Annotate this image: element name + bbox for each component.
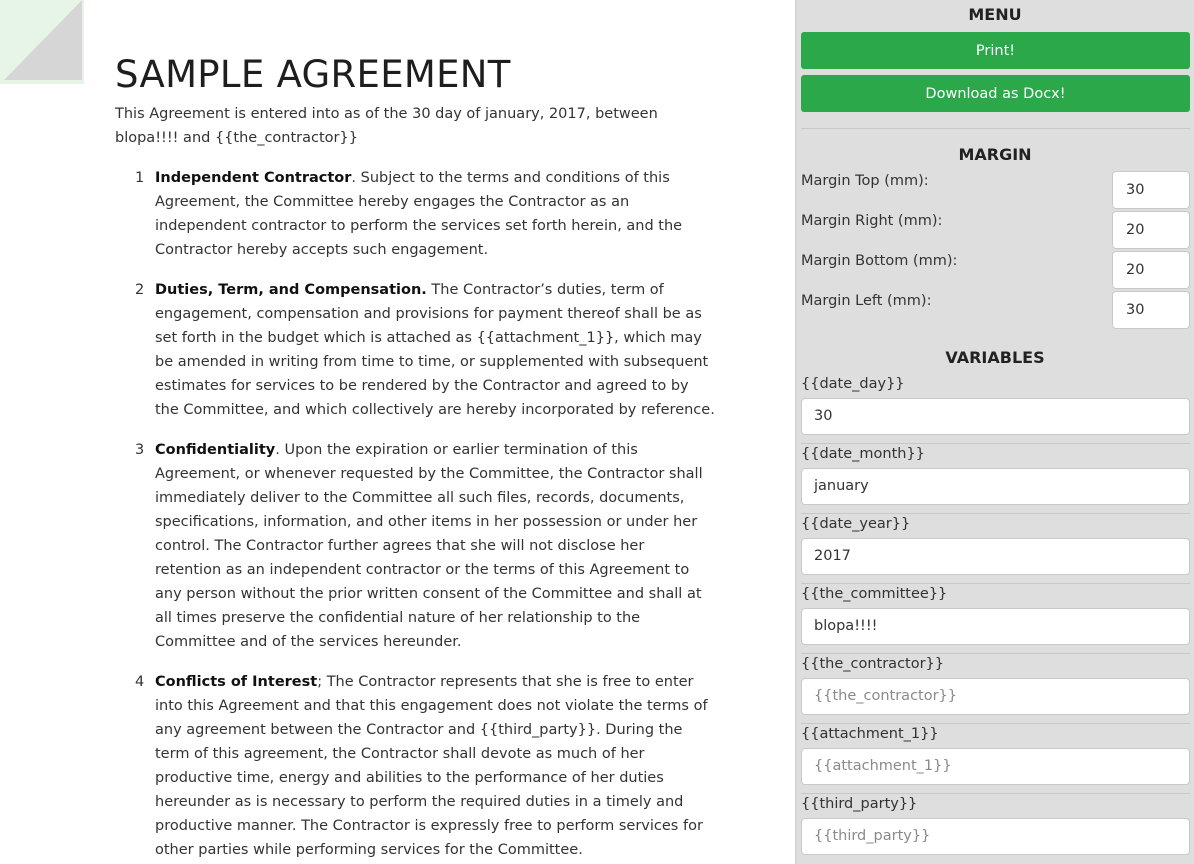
variable-label-third-party: {{third_party}} [801,796,918,812]
variable-input-date-year[interactable]: 2017 [801,538,1190,575]
clause-number: 1 [135,170,145,186]
variable-input-date-month[interactable]: january [801,468,1190,505]
clause-item [115,166,715,262]
variable-input-the-contractor[interactable]: {{the_contractor}} [801,678,1190,715]
clause-separator: . [275,442,280,458]
margin-left-label: Margin Left (mm): [801,293,932,309]
clause-item [115,670,715,862]
variable-input-attachment-1[interactable]: {{attachment_1}} [801,748,1190,785]
variable-input-date-day[interactable]: 30 [801,398,1190,435]
clause-number: 3 [135,442,145,458]
agreement-document [115,52,715,864]
clause-text: Subject to the terms and conditions of this Agreement, the Committee hereby engages the Contractor as an independent contractor to perform the services set forth herein, and the Contractor hereby accepts such engagement. [155,170,683,258]
clause-text: The Contractor represents that she is free to enter into this Agreement and that this engagement does not violate the terms of any agreement between the Contractor and {{third_party}}. During the term of this agreement, the Contractor shall devote as much of her productive time, energy and abilities to the performance of her duties hereunder as is necessary to perform the required duties in a timely and productive manner. The Contractor is expressly free to perform services for other parties while performing services for the Committee. [155,674,708,858]
clause-heading: Independent Contractor [155,170,352,186]
margin-heading: MARGIN [958,145,1032,164]
variable-label-date-month: {{date_month}} [801,446,925,462]
clause-heading: Conflicts of Interest [155,674,318,690]
divider [801,128,1190,129]
divider [801,513,1190,514]
margin-bottom-row [801,251,1190,289]
clause-item [115,278,715,422]
margin-top-label: Margin Top (mm): [801,173,929,189]
print-button[interactable]: Print! [801,32,1190,69]
variable-input-the-committee[interactable]: blopa!!!! [801,608,1190,645]
divider [801,653,1190,654]
clause-heading: Confidentiality [155,442,276,458]
divider [801,443,1190,444]
clause-heading: Duties, Term, and Compensation. [155,282,427,298]
margin-left-row [801,291,1190,329]
margin-right-input[interactable]: 20 [1112,211,1190,249]
variable-label-date-year: {{date_year}} [801,516,911,532]
margin-right-row [801,211,1190,249]
margin-top-input[interactable]: 30 [1112,171,1190,209]
clause-separator: . [351,170,357,186]
variable-label-date-day: {{date_day}} [801,376,905,392]
clause-list [115,166,715,862]
clause-number: 2 [135,282,145,298]
sidebar [795,0,1194,864]
clause-text: Upon the expiration or earlier termination of this Agreement, or whenever requested by the Committee, the Contractor shall immediately deliver to the Committee all such files, records, documents, specifications, information, and other items in her possession or under her control. The Contractor further agrees that she will not disclose her retention as an independent contractor or the terms of this Agreement to any person without the prior written consent of the Committee and shall at all times preserve the confidential nature of her relationship to the Committee and of the services hereunder. [155,442,703,650]
margin-bottom-input[interactable]: 20 [1112,251,1190,289]
variable-input-third-party[interactable]: {{third_party}} [801,818,1190,855]
variable-label-the-contractor: {{the_contractor}} [801,656,945,672]
menu-heading: MENU [968,5,1022,24]
margin-left-input[interactable]: 30 [1112,291,1190,329]
clause-number: 4 [135,674,145,690]
margin-right-label: Margin Right (mm): [801,213,943,229]
clause-separator: ; [317,674,323,690]
document-title: SAMPLE AGREEMENT [115,53,511,96]
variables-heading: VARIABLES [945,348,1045,367]
document-intro: This Agreement is entered into as of the 30 day of january, 2017, between blopa!!!! and {{the_contractor}} [115,106,658,146]
variable-label-the-committee: {{the_committee}} [801,586,948,602]
variable-label-attachment-1: {{attachment_1}} [801,726,939,742]
page-corner-fold [0,0,84,84]
divider [801,583,1190,584]
margin-bottom-label: Margin Bottom (mm): [801,253,958,269]
margin-top-row [801,171,1190,209]
divider [801,723,1190,724]
fold-cutout [4,0,82,80]
download-docx-button[interactable]: Download as Docx! [801,75,1190,112]
clause-text: The Contractor’s duties, term of engagement, compensation and provisions for payment thereof shall be as set forth in the budget which is attached as {{attachment_1}}, which may be amended in writing from time to time, or supplemented with subsequent estimates for services to be rendered by the Contractor and agreed to by the Committee, and which collectively are hereby incorporated by reference. [155,282,715,418]
clause-item [115,438,715,654]
divider [801,793,1190,794]
